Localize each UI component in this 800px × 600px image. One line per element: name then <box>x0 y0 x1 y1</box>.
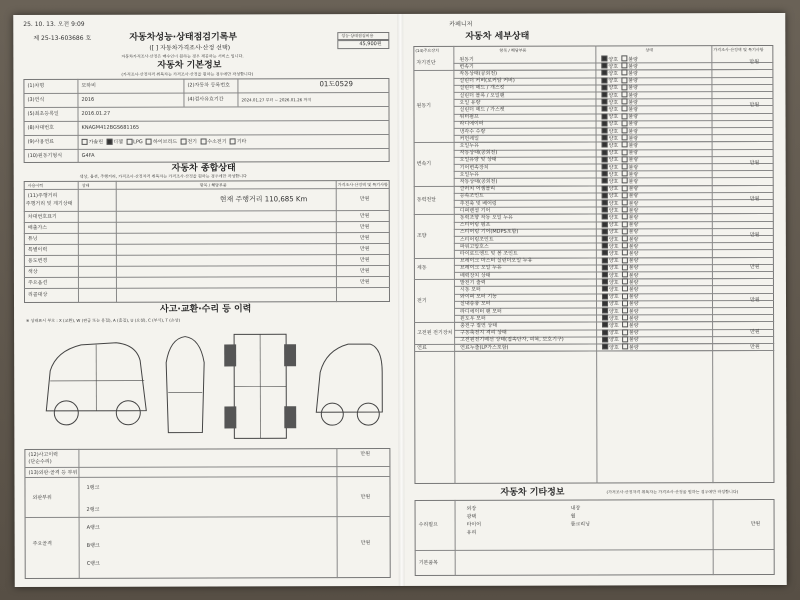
detail-item-label: 파워고압호스 <box>459 243 489 250</box>
basic-info-title: 자동차 기본정보 <box>157 60 222 71</box>
detail-item-label: 커먼레일 <box>459 135 479 142</box>
detail-status-options: 양호 불량 <box>602 142 639 149</box>
rank-label: B랭크 <box>86 542 100 549</box>
detail-status-options: 양호 불량 <box>602 265 639 272</box>
unit-label: 만원 <box>359 224 370 231</box>
detail-section-name: 조향 <box>416 232 427 239</box>
detail-item-label: 구동축전지 격리 상태 <box>460 329 507 336</box>
unit-label: 만원 <box>749 196 760 203</box>
detail-status-options: 양호 불량 <box>602 315 639 322</box>
detail-status-options: 양호 불량 <box>602 157 639 164</box>
accident-title: 사고·교환·수리 등 이력 <box>160 304 252 315</box>
detail-item-label: 기어변속장치 <box>459 164 489 171</box>
detail-section-name: 변속기 <box>416 160 432 167</box>
status-row-label: 용도변경 <box>27 257 48 264</box>
detail-status-options: 양호 불량 <box>602 200 639 207</box>
unit-label: 만원 <box>749 102 760 109</box>
car-side-right-diagram <box>310 332 386 442</box>
unit-label: 만원 <box>749 160 760 167</box>
detail-section-name: 전기 <box>416 297 427 304</box>
detail-item-label: 시동 모터 <box>459 286 481 293</box>
unit-label: 만원 <box>359 246 370 253</box>
other-item: 타이어 <box>466 521 482 528</box>
period-label: (4)검사유효기간 <box>187 96 224 103</box>
basic-row-label: (5)최초등록일 <box>27 110 59 117</box>
left-page <box>19 20 392 581</box>
detail-item-label: 작동상태(공회전) <box>459 149 498 156</box>
document-subtitle: ([ ] 자동차가격조사·산정 선택) <box>149 44 231 52</box>
unit-label: 만원 <box>750 343 760 350</box>
model-year: 2016 <box>81 96 95 103</box>
detail-item-label: 동력조향 작동 오일 누유 <box>459 214 513 221</box>
notice-text: 자동차가격조사·산정은 매수인이 원하는 경우 제공하는 서비스 입니다. <box>121 53 244 59</box>
detail-status-options: 양호 불량 <box>602 207 639 214</box>
other-item: 룸크리닝 <box>570 521 590 528</box>
detail-status-options: 양호 불량 <box>601 56 638 63</box>
accident-label: (12)사고이력 <box>28 451 59 458</box>
status-note: 색상, 옵션, 주행거리, 가격조사·산정자격 취득자는 가격조사·산정을 원하는 경우에만 작성합니다 <box>79 173 247 179</box>
detail-item-label: 추진축 및 베어링 <box>459 200 497 207</box>
reg-no-value: 01도0529 <box>319 80 353 89</box>
detail-status-options: 양호 불량 <box>602 236 639 243</box>
status-header: 항목 / 해당부품 <box>199 182 227 188</box>
detail-status-options: 양호 불량 <box>601 77 638 84</box>
fuel-options: 가솔린 디젤 LPG 하이브리드 전기 수소전기 기타 <box>82 138 247 145</box>
detail-status-options: 양호 불량 <box>601 99 638 106</box>
detail-item-label: 원동기 <box>459 56 474 63</box>
detail-item-label: 충전구 절연 상태 <box>460 322 498 329</box>
detail-status-options: 양호 불량 <box>601 85 638 92</box>
vin: KNAGM412BGS681165 <box>81 124 140 131</box>
detail-item-label: 연료누출(LP가스포함) <box>460 344 509 351</box>
document-number: 제 25-13-603686 호 <box>33 34 92 42</box>
detail-item-label: 오일누유 <box>459 142 479 149</box>
detail-item-label: 타이로드엔드 및 볼 조인트 <box>459 250 518 257</box>
detail-item-label: 실린더 블록 / 오일팬 <box>459 92 505 99</box>
detail-section-name: 고전원 전기장치 <box>417 330 453 337</box>
unit-label: 만원 <box>749 232 760 239</box>
car-frame-diagram <box>224 330 296 442</box>
detail-item-label: 등속조인트 <box>459 193 484 200</box>
detail-item-label: 오일 유량 <box>459 99 481 106</box>
detail-item-label: 클러치 어셈블리 <box>459 185 496 192</box>
status-header: 사용이력 <box>27 182 44 188</box>
other-item: 유리 <box>466 529 477 536</box>
detail-item-label: 변속기 <box>459 63 474 70</box>
detail-status-options: 양호 불량 <box>601 63 638 70</box>
status-row-label: 차대번호표기 <box>27 213 57 220</box>
detail-item-label: 브레이크 마스터 실린더오일 누유 <box>459 257 533 264</box>
accident-note: ※ 상태표시 부호 : X (교환), W (판금 또는 용접), A (흠집), U (요철), C (부식), T (손상) <box>26 317 181 323</box>
detail-header: 상태 <box>645 47 654 53</box>
car-front-diagram <box>160 332 210 442</box>
right-page <box>409 19 778 580</box>
other-item: 외장 <box>466 505 477 512</box>
detail-item-label: 고전원전기배선 상태(접속단자, 피복, 보호기구) <box>460 336 564 344</box>
detail-status-options: 양호 불량 <box>602 250 639 257</box>
top-label: 카페니저 <box>449 20 473 28</box>
detail-item-label: 브레이크 오일 누유 <box>459 265 502 272</box>
detail-status-options: 양호 불량 <box>602 149 639 156</box>
rank-label: 1랭크 <box>86 484 100 491</box>
unit-label: 만원 <box>360 540 371 547</box>
other-info-note: (가격조사·산정자격 취득자는 가격조사·산정을 원하는 경우에만 작성합니다) <box>606 489 739 495</box>
detail-status-options: 양호 불량 <box>602 121 639 128</box>
detail-status-options: 양호 불량 <box>602 214 639 221</box>
accident-label: (13)외판·골격 등 부위 <box>28 469 78 476</box>
status-row-label: 색상 <box>27 268 38 275</box>
detail-section-name: 원동기 <box>416 103 432 110</box>
detail-item-label: 와이퍼 모터 기능 <box>459 293 497 300</box>
rank-label: A랭크 <box>86 524 100 531</box>
basic-info-note: (가격조사·산정자격 취득자는 가격조사·산정을 원하는 경우에만 작성합니다) <box>121 71 254 77</box>
detail-status-options: 양호 불량 <box>602 128 639 135</box>
detail-section-name: 자기진단 <box>416 60 436 67</box>
detail-item-label: 실린더 헤드 / 개스킷 <box>459 85 505 92</box>
detail-item-label: 워터펌프 <box>459 113 479 120</box>
other-row-label: 수리필요 <box>418 521 438 528</box>
page-fold <box>397 14 404 586</box>
unit-label: 만원 <box>360 451 371 458</box>
unit-label: 만원 <box>749 59 760 66</box>
detail-status-options: 양호 불량 <box>602 193 639 200</box>
detail-status-options: 양호 불량 <box>602 243 639 250</box>
detail-item-label: 실린더 커버(로커암 커버) <box>459 77 515 84</box>
detail-item-label: 배력장치 상태 <box>459 272 491 279</box>
detail-item-label: 라디에이터 팬 모터 <box>460 308 502 315</box>
detail-item-label: 냉각수 수량 <box>459 128 486 135</box>
detail-status-options: 양호 불량 <box>602 113 639 120</box>
other-info-title: 자동차 기타정보 <box>500 487 565 498</box>
detail-status-options: 양호 불량 <box>601 106 638 113</box>
detail-item-label: 작동상태(공회전) <box>459 70 498 77</box>
unit-label: 만원 <box>359 257 370 264</box>
basic-row-label: (3)연식 <box>27 96 45 103</box>
detail-status-options: 양호 불량 <box>602 279 639 286</box>
unit-label: 만원 <box>359 279 370 286</box>
detail-status-options: 양호 불량 <box>602 337 639 344</box>
detail-status-options: 양호 불량 <box>602 185 639 192</box>
detail-item-label: 작동상태(공회전) <box>459 178 498 185</box>
detail-status-options: 양호 불량 <box>601 70 638 77</box>
detail-status-options: 양호 불량 <box>602 229 639 236</box>
mileage-label: 주행거리 및 계기상태 <box>25 200 73 207</box>
other-item: 휠 <box>570 513 576 520</box>
basic-row-label: (1)차명 <box>27 82 45 89</box>
mileage-value: 현재 주행거리 110,685 Km <box>219 195 308 204</box>
detail-header: 가격조사·산정액 및 특기사항 <box>713 47 764 53</box>
inspection-document <box>13 13 786 587</box>
detail-status-options: 양호 불량 <box>602 344 639 351</box>
unit-label: 만원 <box>749 264 760 271</box>
car-name: 모하비 <box>81 82 96 89</box>
first-reg-date: 2016.01.27 <box>81 110 111 117</box>
price-label: 성능·상태점검비용 <box>341 33 374 39</box>
period-value: 2024.01.27 부터 ~ 2026.01.26 까지 <box>241 97 312 103</box>
status-row-label: 주요옵션 <box>27 279 48 286</box>
unit-label: 만원 <box>359 268 370 275</box>
detail-item-label: 실내송풍 모터 <box>460 301 491 308</box>
detail-item-label: 오일유량 및 상태 <box>459 157 497 164</box>
detail-item-label: 디퍼렌셜 기어 <box>459 207 491 214</box>
detail-status-options: 양호 불량 <box>602 257 639 264</box>
detail-status-options: 양호 불량 <box>602 308 639 315</box>
unit-label: 만원 <box>750 329 760 336</box>
detail-item-label: 스티어링 기어(MDPS포함) <box>459 228 519 236</box>
part-group: 주요골격 <box>32 540 52 547</box>
print-time: 25. 10. 13. 오전 9:09 <box>23 20 85 28</box>
detail-item-label: 오일누유 <box>459 171 480 178</box>
detail-status-options: 양호 불량 <box>602 135 639 142</box>
unit-label: 만원 <box>359 235 370 242</box>
detail-section-name: 동력전달 <box>416 196 437 203</box>
unit-label: 만원 <box>359 196 370 203</box>
document-title: 자동차성능·상태점검기록부 <box>129 32 238 43</box>
detail-status-options: 양호 불량 <box>602 221 639 228</box>
status-row-label: (11)주행거리 <box>27 192 58 199</box>
unit-label: 만원 <box>749 296 760 303</box>
rank-label: C랭크 <box>86 560 100 567</box>
detail-header: 항목 / 해당부품 <box>499 47 527 53</box>
detail-status-options: 양호 불량 <box>602 293 639 300</box>
status-row-label: 특별이력 <box>27 246 48 253</box>
detail-status-options: 양호 불량 <box>602 301 639 308</box>
detail-status-options: 양호 불량 <box>602 322 639 329</box>
unit-label: 만원 <box>750 521 761 528</box>
detail-status-options: 양호 불량 <box>602 164 639 171</box>
basic-row-label: (9)사용연료 <box>27 138 54 145</box>
detail-status-options: 양호 불량 <box>602 178 639 185</box>
detail-item-label: 윈도우 모터 <box>460 315 486 322</box>
detail-item-label: 실린더 헤드 / 가스켓 <box>459 106 505 113</box>
detail-item-label: 발전기 출력 <box>459 279 486 286</box>
status-header: 상태 <box>81 182 90 188</box>
detail-status-options: 양호 불량 <box>602 171 639 178</box>
status-row-label: 배출가스 <box>27 224 48 231</box>
car-side-left-diagram <box>36 331 156 441</box>
basic-row-label: (8)차대번호 <box>27 124 54 131</box>
detail-status-options: 양호 불량 <box>602 286 639 293</box>
engine-type: G4FA <box>81 152 95 159</box>
status-title: 자동차 종합상태 <box>171 163 236 174</box>
other-item: 내장 <box>570 505 581 512</box>
detail-item-label: 라디에이터 <box>459 121 484 128</box>
part-group: 외판부위 <box>32 494 52 501</box>
accident-label: (단순수리) <box>28 458 52 465</box>
other-row-label: 기본품목 <box>418 559 439 566</box>
status-row-label: 리콜대상 <box>27 291 48 298</box>
detail-status-options: 양호 불량 <box>602 272 639 279</box>
detail-section-name: 연료 <box>417 344 427 351</box>
unit-label: 만원 <box>359 213 370 220</box>
basic-row-label: (10)원동기형식 <box>27 152 63 159</box>
detail-section-name: 제동 <box>416 265 427 272</box>
status-row-label: 튜닝 <box>27 235 38 242</box>
unit-label: 만원 <box>360 494 371 501</box>
detail-status-options: 양호 불량 <box>601 92 638 99</box>
detail-header: (14)주요장치 <box>415 47 440 53</box>
status-header: 가격조사·산정액 및 특기사항 <box>337 182 388 188</box>
other-item: 광택 <box>466 513 477 520</box>
detail-item-label: 스티어링조인트 <box>459 236 494 243</box>
price-value: 45,900원 <box>359 41 382 48</box>
detail-item-label: 스티어링 펌프 <box>459 221 491 228</box>
detail-title: 자동차 세부상태 <box>465 31 530 42</box>
detail-status-options: 양호 불량 <box>602 329 639 336</box>
rank-label: 2랭크 <box>86 506 100 513</box>
reg-no-label: (2)자동차 등록번호 <box>187 82 230 89</box>
